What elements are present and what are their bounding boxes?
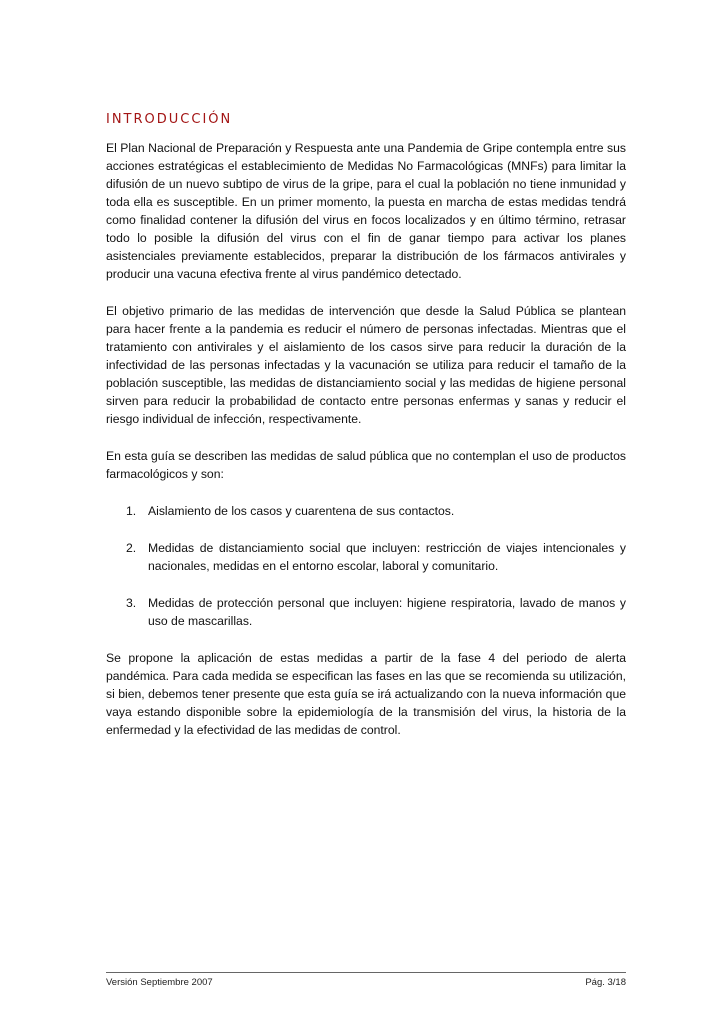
paragraph-measures: En esta guía se describen las medidas de salud pública que no contemplan el uso de productos farmacológicos y son: [106, 449, 626, 481]
list-item-text: Medidas de protección personal que incluyen: higiene respiratoria, lavado de manos y uso de mascarillas. [148, 596, 626, 628]
list-item-number: 2. [126, 541, 137, 555]
footer-page-number: Pág. 3/18 [585, 977, 626, 988]
list-item [106, 502, 626, 520]
paragraph-intro: El Plan Nacional de Preparación y Respuesta ante una Pandemia de Gripe contempla entre sus acciones estratégicas el establecimiento de Medidas No Farmacológicas (MNFs) para limitar la difusión de un nuevo subtipo de virus de la gripe, para el cual la población no tiene inmunidad y toda ella es susceptible. En un primer momento, la puesta en marcha de estas medidas tendrá como finalidad contener la difusión del virus en focos localizados y en último término, retrasar todo lo posible la difusión del virus con el fin de ganar tiempo para activar los planes asistenciales previamente establecidos, preparar la distribución de los fármacos antivirales y producir una vacuna efectiva frente al virus pandémico detectado. [106, 141, 626, 281]
document-page [106, 0, 626, 1030]
list-item [106, 594, 626, 630]
section-heading: INTRODUCCIÓN [106, 112, 233, 127]
list-item-number: 1. [126, 504, 137, 518]
list-item-number: 3. [126, 596, 137, 610]
list-item-text: Aislamiento de los casos y cuarentena de sus contactos. [148, 504, 455, 518]
paragraph-closing: Se propone la aplicación de estas medidas a partir de la fase 4 del periodo de alerta pandémica. Para cada medida se especifican las fases en las que se recomienda su utilización, si bien, debemos tener presente que esta guía se irá actualizando con la nueva información que vaya estando disponible sobre la epidemiología de la transmisión del virus, la historia de la enfermedad y la efectividad de las medidas de control. [106, 651, 626, 737]
measures-list [106, 502, 626, 630]
list-item [106, 539, 626, 575]
page-footer [106, 972, 626, 988]
document-body [106, 139, 626, 758]
footer-version: Versión Septiembre 2007 [106, 977, 213, 988]
paragraph-objective: El objetivo primario de las medidas de intervención que desde la Salud Pública se plantean para hacer frente a la pandemia es reducir el número de personas infectadas. Mientras que el tratamiento con antivirales y el aislamiento de los casos sirve para reducir la duración de la infectividad de las personas infectadas y la vacunación se utiliza para reducir el tamaño de la población susceptible, las medidas de distanciamiento social y las medidas de higiene personal sirven para reducir la probabilidad de contacto entre personas enfermas y sanas y reducir el riesgo individual de infección, respectivamente. [106, 304, 626, 426]
list-item-text: Medidas de distanciamiento social que incluyen: restricción de viajes intencionales y nacionales, medidas en el entorno escolar, laboral y comunitario. [148, 541, 626, 573]
